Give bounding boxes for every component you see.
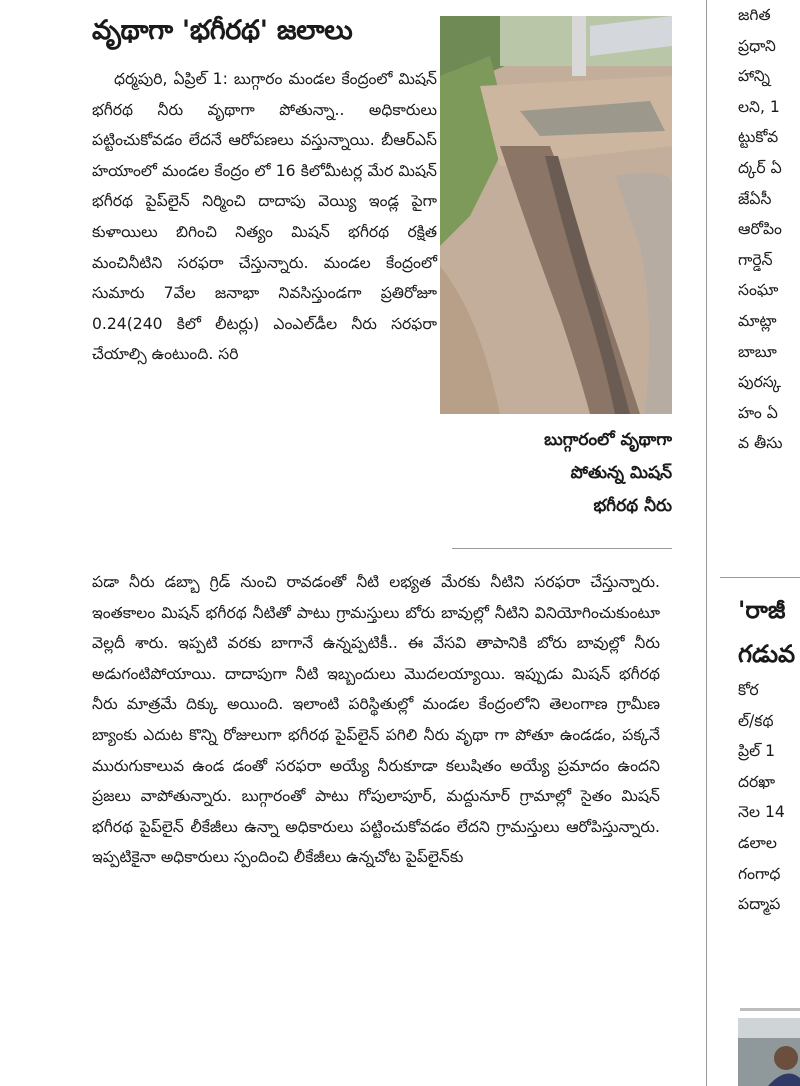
adjacent-bottom-line-3: ప్రిల్ 1	[738, 742, 776, 761]
adjacent-bottom-line-1: కోర	[738, 681, 759, 699]
article-full-line-11: ఉందని ప్రజలు వాపోతున్నారు. బుగ్గారంతో పాటు గోపులాపూర్,	[92, 756, 660, 806]
adjacent-top-line-11: మాట్లా	[738, 311, 777, 330]
adjacent-top-line-3: హాన్ని	[738, 67, 771, 86]
article-full-line-9: నీరు వృథా గా పోతూ ఉండడం, పక్కనే మురుగుకాలువ ఉండ	[92, 725, 660, 775]
article-full-line-5: బావుల్లో నీరు అడుగంటిపోయాయి. దాదాపుగా నీటి ఇబ్బందులు	[92, 634, 660, 683]
adjacent-top-line-1: జగిత	[738, 6, 771, 24]
article-headline: వృథాగా 'భగీరథ' జలాలు	[92, 15, 353, 46]
caption-line-2: పోతున్న మిషన్	[570, 463, 672, 483]
adjacent-divider	[720, 577, 800, 578]
article-full-line-3: గ్రామస్తులు బోరు బావుల్లో నీటిని వినియోగించుకుంటూ వెల్లదీ	[92, 603, 660, 653]
adjacent-bottom-line-6: డలాల	[738, 833, 777, 852]
adjacent-top-line-8: ఆరోపిం	[738, 220, 782, 239]
article-col-line-10: మంచినీటిని సరఫరా చేస్తున్నారు.	[92, 253, 309, 272]
adjacent-article-text-top	[738, 0, 800, 459]
article-full-line-1: పడా నీరు డబ్బా గ్రిడ్ నుంచి రావడంతో నీటి లభ్యత మేరకు నీటిని	[92, 573, 525, 591]
adjacent-bottom-line-7: గంగాధ	[738, 864, 781, 883]
adjacent-bottom-line-4: దరఖా	[738, 772, 776, 791]
adjacent-top-line-14: హం ఏ	[738, 403, 778, 422]
article-col-line-11: మండల కేంద్రంలో సుమారు 7వేల	[92, 253, 437, 303]
adjacent-bottom-line-2: ల్/కథ	[738, 711, 774, 730]
adjacent-top-line-15: వ తీసు	[738, 434, 783, 453]
article-col-line-6: మండల కేంద్రం లో 16 కిలోమీటర్ల	[162, 161, 363, 180]
adjacent-top-line-10: సంఘా	[738, 281, 779, 300]
article-col-line-4: పట్టించుకోవడం లేదనే ఆరోపణలు	[92, 131, 294, 150]
article-col-line-14: నీరు సరఫరా చేయాల్సి ఉంటుంది. సరి	[92, 314, 437, 364]
adjacent-bottom-line-8: పద్మాప	[738, 895, 781, 914]
adjacent-photo-divider	[740, 1008, 800, 1011]
adjacent-top-line-9: గార్డెన్	[738, 250, 773, 269]
adjacent-headline-line-2: గడువ	[738, 640, 796, 668]
adjacent-headline-line-1: 'రాజీ	[738, 596, 786, 624]
caption-divider	[452, 548, 672, 549]
adjacent-top-line-4: లని, 1	[738, 97, 780, 116]
adjacent-photo	[738, 1018, 800, 1086]
news-photo	[440, 16, 672, 414]
adjacent-top-line-13: పురస్క	[738, 373, 782, 392]
article-paragraph-2	[92, 567, 660, 873]
article-full-line-12: మద్దునూర్ గ్రామాల్లో సైతం మిషన్ భగీరథ పైప్‌లైన్ లీకేజీలు ఉన్నా	[92, 787, 660, 836]
article-full-line-14: ఇప్పటికైనా అధికారులు స్పందించి లీకేజీలు ఉన్నచోట పైప్‌లైన్‌కు	[92, 848, 464, 867]
adjacent-top-line-2: ప్రధాని	[738, 36, 776, 55]
article-full-line-13: అధికారులు పట్టించుకోవడం లేదని గ్రామస్తులు ఆరోపిస్తున్నారు.	[285, 817, 660, 836]
adjacent-top-line-6: ద్కర్ ఏ	[738, 158, 782, 177]
article-col-line-13: 0.24(240 కిలో లీటర్లు) ఎంఎల్‌డీల	[92, 314, 338, 333]
article-col-line-2: మండల కేంద్రంలో మిషన్ భగీరథ	[92, 70, 437, 119]
article-full-line-4: శారు. ఇప్పటి వరకు బాగానే ఉన్నప్పటికీ.. ఈ వేసవి తాపానికి బోరు	[134, 634, 567, 653]
adjacent-article-text-bottom	[738, 675, 800, 920]
article-full-line-10: డంతో సరఫరా అయ్యే నీరుకూడా కలుషితం అయ్యే ప్రమాదం	[232, 756, 610, 775]
article-body-full-width	[92, 567, 660, 873]
adjacent-headline	[738, 588, 800, 676]
article-full-line-6: మొదలయ్యాయి. ఇప్పుడు మిషన్ భగీరథ నీరు మాత్రమే దిక్కు	[92, 664, 660, 714]
column-divider	[706, 0, 707, 1086]
article-col-line-9: బిగించి నిత్యం మిషన్ భగీరథ రక్షిత	[175, 222, 437, 241]
adjacent-bottom-line-5: నెల 14	[738, 803, 785, 822]
article-col-line-12: జనాభా నివసిస్తుండగా ప్రతిరోజూ	[214, 284, 437, 303]
caption-line-1: బుగ్గారంలో వృథాగా	[544, 430, 672, 450]
adjacent-article-column	[720, 0, 800, 1086]
article-full-line-7: అయింది. ఇలాంటి పరిస్థితుల్లో మండల కేంద్రంలోని తెలంగాణ	[226, 695, 608, 714]
article-col-line-8: దాదాపు వెయ్యి ఇండ్ల పైగా కుళాయిలు	[92, 192, 437, 241]
caption-line-3: భగీరథ నీరు	[593, 496, 672, 516]
article-full-line-2: సరఫరా చేస్తున్నారు. ఇంతకాలం మిషన్ భగీరథ నీటితో పాటు	[92, 573, 660, 622]
article-body-column	[92, 64, 437, 370]
adjacent-top-line-7: జేఏసీ	[738, 189, 772, 208]
adjacent-top-line-12: బాబూ	[738, 342, 777, 361]
article-col-line-1: ధర్మపురి, ఏప్రిల్ 1: బుగ్గారం	[114, 70, 283, 88]
article-full-line-8: గ్రామీణ బ్యాంకు ఎదుట కొన్ని రోజులుగా భగీరథ పైప్‌లైన్ పగిలి	[92, 695, 660, 744]
article-paragraph-1	[92, 64, 437, 370]
adjacent-top-line-5: ట్టుకోవ	[738, 128, 779, 147]
photo-caption	[452, 424, 672, 523]
article-col-line-7: మేర మిషన్ భగీరథ పైప్‌లైన్ నిర్మించి	[92, 161, 437, 211]
article-col-line-3: నీరు వృథాగా పోతున్నా.. అధికారులు	[157, 100, 437, 119]
article-col-line-5: వస్తున్నాయి. బీఆర్ఎస్ హయాంలో	[92, 131, 437, 180]
